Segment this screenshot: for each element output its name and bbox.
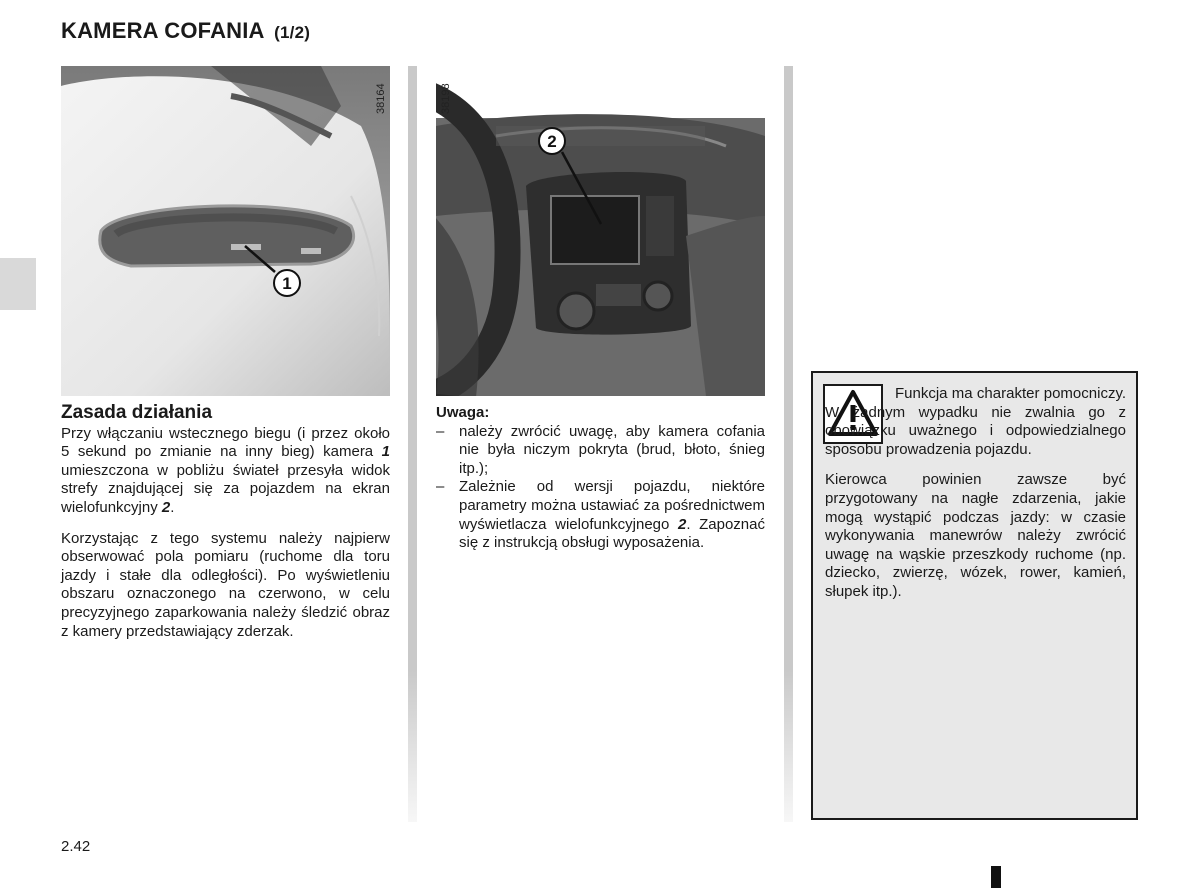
middle-text-column [436, 404, 765, 553]
callout-1: 1 [282, 274, 292, 293]
note-item-2 [436, 478, 765, 552]
rear-camera-drawing [61, 66, 390, 396]
title-text: KAMERA COFANIA [61, 18, 264, 43]
figure-code-1: 38164 [375, 83, 387, 114]
paragraph-principle [61, 425, 390, 518]
column-divider-1 [408, 66, 417, 822]
dashboard-drawing [436, 66, 765, 396]
left-text-column [61, 404, 390, 653]
warning-box [811, 371, 1138, 820]
chapter-tab [0, 258, 36, 310]
item2-ref: 2 [677, 515, 687, 533]
item2-part-a: Zależnie od wersji pojazdu, niektóre parametry można ustawiać za pośrednictwem wyświetlacza wielofunkcyjnego [459, 478, 765, 533]
corner-mark [991, 866, 1001, 888]
page-title [61, 18, 310, 44]
ref-1: 1 [381, 443, 390, 461]
title-part: (1/2) [274, 23, 311, 42]
p1-part-c: . [170, 498, 175, 516]
p1-part-b: umieszczona w pobliżu świateł przesyła widok strefy znajdującej się za pojazdem na ekran wielofunkcyjny [61, 461, 390, 516]
warning-text [825, 385, 1126, 614]
note-item-1: – należy zwrócić uwagę, aby kamera cofania nie była niczym pokryta (brud, błoto, śnieg itp.); [436, 423, 765, 479]
ref-2: 2 [161, 498, 171, 516]
item2-part-b: . Zapoznać się z instrukcją obsługi wyposażenia. [459, 515, 765, 552]
page-number: 2.42 [61, 838, 91, 855]
note-title: Uwaga: [436, 404, 490, 421]
note-list [436, 423, 765, 553]
paragraph-usage: Korzystając z tego systemu należy najpierw obserwować pola pomiaru (ruchome dla toru jazdy i stałe dla odległości). Po wyświetleniu obszaru oznaczonego na czerwono, w celu precyzyjnego zaparkowania należy śledzić obraz z kamery przedstawiający zderzak. [61, 529, 390, 640]
warning-paragraph-2: Kierowca powinien zawsze być przygotowany na nagłe zdarzenia, jakie mogą wystąpić podczas jazdy: w czasie wykonywania manewrów należy zwrócić uwagę na wąskie przeszkody ruchome (np. dziecko, zwierzę, wózek, rower, kamień, słupek itp.). [825, 471, 1126, 600]
section-heading: Zasada działania [61, 402, 213, 423]
rear-camera-illustration [61, 66, 390, 396]
warning-paragraph-1: Funkcja ma charakter pomocniczy. W żadnym wypadku nie zwalnia go z obowiązku uważnego i odpowiedzialnego sposobu prowadzenia pojazdu. [825, 385, 1126, 458]
p1-part-a: Przy włączaniu wstecznego biegu (i przez około 5 sekund po zmianie na inny bieg) kamera [61, 424, 390, 461]
figure-code-2: 38198 [440, 83, 452, 114]
dashboard-illustration [436, 66, 765, 396]
column-divider-2 [784, 66, 793, 822]
callout-2: 2 [547, 132, 557, 151]
